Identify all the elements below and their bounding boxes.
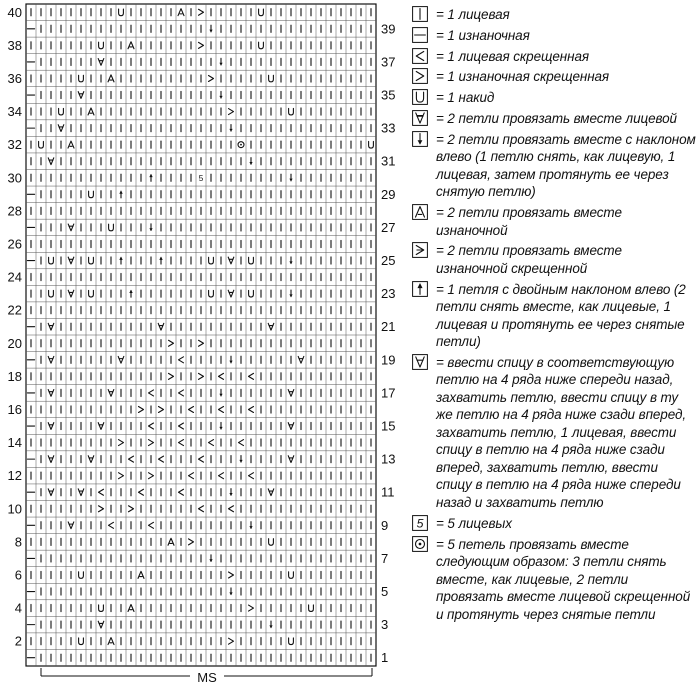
yarn-over-symbol <box>249 257 254 264</box>
k2tog-symbol <box>288 456 294 463</box>
knit-tbl-symbol <box>199 456 204 462</box>
legend-text: = 2 петли провязать вместе изнаночной скрещенной <box>436 243 622 276</box>
yarn-over-symbol <box>49 257 54 264</box>
purl-tbl-symbol <box>249 605 254 611</box>
knit-tbl-symbol <box>249 473 254 479</box>
svg-text:5: 5 <box>198 173 204 183</box>
yarn-over-symbol <box>209 290 214 297</box>
purl-tbl-symbol <box>199 340 204 346</box>
yarn-over-symbol <box>249 290 254 297</box>
knit-tbl-symbol <box>189 406 194 412</box>
k2tog-symbol <box>48 456 54 463</box>
cdd-symbol <box>129 290 132 298</box>
legend-item-yo <box>412 89 696 107</box>
purl-tbl-symbol <box>199 42 204 48</box>
knit-tbl-symbol <box>179 423 184 429</box>
ssk-symbol <box>229 125 232 132</box>
legend-text: = 1 лицевая скрещенная <box>436 48 589 64</box>
yarn-over-symbol <box>309 605 314 612</box>
row-label-left: 12 <box>7 468 22 484</box>
row-label-right: 7 <box>381 550 389 566</box>
dec5-symbol <box>238 142 244 148</box>
ssk-symbol <box>289 257 292 264</box>
legend-item-drop <box>412 354 696 512</box>
legend-item-k5 <box>412 515 696 533</box>
knit-tbl-symbol <box>219 473 224 479</box>
k2tog-symbol <box>78 489 84 496</box>
k2tog-symbol <box>68 290 74 297</box>
ssk-symbol <box>289 174 292 181</box>
p2tog-symbol <box>88 108 94 115</box>
legend-text: = 1 накид <box>436 90 495 106</box>
purl-tbl-symbol <box>99 506 104 512</box>
k5-symbol <box>199 174 204 183</box>
k2tog-symbol <box>288 423 294 430</box>
k2tog-symbol <box>48 390 54 397</box>
k2tog-symbol <box>88 456 94 463</box>
knit-tbl-symbol <box>109 522 114 528</box>
legend-text: = 2 петли провязать вместе лицевой <box>436 110 677 126</box>
k2tog-symbol <box>48 158 54 165</box>
row-label-left: 20 <box>7 335 22 351</box>
legend-text: = 1 изнаночная скрещенная <box>436 69 610 85</box>
row-label-right: 29 <box>381 186 396 202</box>
yarn-over-symbol <box>209 257 214 264</box>
k2tog-symbol <box>98 621 104 628</box>
row-label-left: 4 <box>14 600 22 616</box>
knit-tbl-symbol <box>179 357 184 363</box>
knit-tbl-symbol <box>209 440 214 446</box>
legend-item-k <box>412 6 696 24</box>
k2tog-symbol <box>228 290 234 297</box>
row-label-right: 39 <box>381 21 396 37</box>
yarn-over-symbol <box>289 572 294 579</box>
yo-icon <box>412 89 428 105</box>
yarn-over-symbol <box>259 42 264 49</box>
legend-text: = 2 петли провязать вместе с наклоном влево (1 петлю снять, как лицевую, 1 лицевая, затем протянуть ее через снятую петлю) <box>436 131 696 200</box>
row-label-right: 11 <box>381 484 395 500</box>
purl-tbl-symbol <box>169 340 174 346</box>
row-label-left: 6 <box>14 567 22 583</box>
purl-tbl-symbol <box>199 373 204 379</box>
row-label-right: 35 <box>381 87 396 103</box>
yarn-over-symbol <box>79 638 84 645</box>
k2tog-symbol <box>68 257 74 264</box>
row-label-right: 21 <box>381 319 396 335</box>
row-label-left: 8 <box>14 534 22 550</box>
yarn-over-symbol <box>259 9 264 16</box>
knit-tbl-symbol <box>189 473 194 479</box>
k2tog-symbol <box>48 323 54 330</box>
legend-item-p2togtbl <box>412 242 696 277</box>
ssk-symbol <box>149 224 152 231</box>
legend-item-ssk <box>412 131 696 201</box>
legend-item-cdd <box>412 281 696 351</box>
ssk-symbol <box>229 489 232 496</box>
row-label-right: 23 <box>381 286 396 302</box>
row-label-right: 17 <box>381 385 396 401</box>
k-icon <box>412 6 428 22</box>
k2tog-symbol <box>48 356 54 363</box>
knit-tbl-symbol <box>149 423 154 429</box>
yarn-over-symbol <box>39 141 44 148</box>
row-label-right: 31 <box>381 153 396 169</box>
ssk-symbol <box>219 91 222 98</box>
k2tog-symbol <box>78 92 84 99</box>
ssk-symbol <box>269 621 272 628</box>
p2tog-symbol <box>128 42 134 49</box>
ssk-symbol <box>229 588 232 595</box>
knit-tbl-symbol <box>219 373 224 379</box>
purl-tbl-symbol <box>169 373 174 379</box>
knit-tbl-symbol <box>219 406 224 412</box>
knit-tbl-symbol <box>99 489 104 495</box>
drop-icon <box>412 354 428 370</box>
k2tog-symbol <box>288 390 294 397</box>
knit-tbl-symbol <box>179 489 184 495</box>
row-label-right: 5 <box>381 584 389 600</box>
row-label-left: 28 <box>7 203 22 219</box>
legend-text: = 1 петля с двойным наклоном влево (2 петли снять вместе, как лицевые, 1 лицевая и протянуть ее через снятые петли) <box>436 281 686 350</box>
legend-text: = 2 петли провязать вместе изнаночной <box>436 205 622 238</box>
row-label-right: 13 <box>381 451 396 467</box>
legend-text: = 5 петель провязать вместе следующим образом: 3 петли снять вместе, как лицевые, 2 петли провязать вместе лицевой скрещенной и протянуть через снятые петли <box>436 536 691 622</box>
k2tog-symbol <box>98 59 104 66</box>
ssk-icon <box>412 131 428 147</box>
knit-tbl-symbol <box>229 506 234 512</box>
row-label-left: 10 <box>7 501 22 517</box>
knit-tbl-symbol <box>179 390 184 396</box>
legend-item-k2tog <box>412 110 696 128</box>
row-label-right: 37 <box>381 54 396 70</box>
k2tog-symbol <box>58 125 64 132</box>
yarn-over-symbol <box>269 539 274 546</box>
p2togtbl-icon <box>412 242 428 258</box>
knit-tbl-symbol <box>249 373 254 379</box>
knit-tbl-symbol <box>149 522 154 528</box>
ssk-symbol <box>219 58 222 65</box>
yarn-over-symbol <box>89 191 94 198</box>
p2tog-symbol <box>68 141 74 148</box>
yarn-over-symbol <box>99 605 104 612</box>
row-label-left: 18 <box>7 368 22 384</box>
p2tog-symbol <box>108 75 114 82</box>
purl-tbl-symbol <box>229 638 234 644</box>
k2tog-symbol <box>298 356 304 363</box>
purl-tbl-symbol <box>199 9 204 15</box>
knit-tbl-symbol <box>159 456 164 462</box>
k2tog-symbol <box>68 224 74 231</box>
k2tog-symbol <box>268 489 274 496</box>
purl-tbl-symbol <box>159 406 164 412</box>
yarn-over-symbol <box>59 108 64 115</box>
k2tog-symbol <box>158 323 164 330</box>
knit-tbl-symbol <box>249 406 254 412</box>
k2tog-symbol <box>268 323 274 330</box>
purl-tbl-symbol <box>209 75 214 81</box>
knit-tbl-symbol <box>239 440 244 446</box>
purl-tbl-symbol <box>119 440 124 446</box>
ms-label: MS <box>197 670 217 685</box>
legend-text: = ввести спицу в соответствующую петлю на 4 ряда ниже спереди назад, захватить петлю, ввести спицу в ту же петлю на 4 ряда ниже сзади вперед, захватить петлю, 1 лицевая, ввести спицу в петлю на 4 ряда ниже сзади вперед, захватить петлю, ввести спицу в петлю на 4 ряда ниже спереди назад и захватить петлю <box>436 354 686 510</box>
row-label-left: 24 <box>7 269 22 285</box>
yarn-over-symbol <box>79 572 84 579</box>
chart-grid <box>26 4 376 666</box>
knit-tbl-symbol <box>139 489 144 495</box>
k2tog-symbol <box>68 522 74 529</box>
dec5-icon <box>412 536 428 552</box>
row-label-left: 22 <box>7 302 22 318</box>
yarn-over-symbol <box>89 257 94 264</box>
purl-tbl-symbol <box>129 506 134 512</box>
cdd-symbol <box>119 190 122 198</box>
purl-tbl-symbol <box>149 440 154 446</box>
row-label-left: 34 <box>7 104 22 120</box>
row-label-left: 16 <box>7 401 22 417</box>
p2tog-symbol <box>128 604 134 611</box>
row-label-right: 9 <box>381 517 389 533</box>
yarn-over-symbol <box>289 638 294 645</box>
ssk-symbol <box>249 158 252 165</box>
k2tog-symbol <box>98 423 104 430</box>
row-label-left: 38 <box>7 37 22 53</box>
row-label-right: 27 <box>381 219 396 235</box>
yarn-over-symbol <box>289 108 294 115</box>
purl-tbl-symbol <box>119 473 124 479</box>
ssk-symbol <box>219 422 222 429</box>
p2tog-icon <box>412 204 428 220</box>
legend-text: = 1 лицевая <box>436 7 510 22</box>
yarn-over-symbol <box>269 75 274 82</box>
purl-tbl-symbol <box>149 473 154 479</box>
knit-tbl-symbol <box>179 440 184 446</box>
ssk-symbol <box>209 555 212 562</box>
purl-tbl-symbol <box>229 109 234 115</box>
k2tog-symbol <box>118 356 124 363</box>
yarn-over-symbol <box>49 290 54 297</box>
row-label-right: 25 <box>381 253 396 269</box>
p2tog-symbol <box>168 538 174 545</box>
ptbl-icon <box>412 68 428 84</box>
row-label-left: 40 <box>7 4 22 20</box>
row-label-left: 26 <box>7 236 22 252</box>
ssk-symbol <box>229 356 232 363</box>
row-label-left: 36 <box>7 70 22 86</box>
legend-item-ktbl <box>412 48 696 66</box>
purl-tbl-symbol <box>189 539 194 545</box>
k2tog-symbol <box>108 390 114 397</box>
p2tog-symbol <box>108 638 114 645</box>
purl-tbl-symbol <box>139 406 144 412</box>
legend-text: = 5 лицевых <box>436 515 512 531</box>
p-icon <box>412 27 428 43</box>
knit-tbl-symbol <box>149 390 154 396</box>
row-label-left: 30 <box>7 170 22 186</box>
yarn-over-symbol <box>119 9 124 16</box>
yarn-over-symbol <box>79 75 84 82</box>
row-label-right: 15 <box>381 418 396 434</box>
row-label-right: 3 <box>381 617 389 633</box>
ktbl-icon <box>412 48 428 64</box>
knit-tbl-symbol <box>129 456 134 462</box>
cdd-symbol <box>159 257 162 265</box>
cdd-symbol <box>119 257 122 265</box>
row-label-right: 19 <box>381 352 396 368</box>
k2tog-symbol <box>48 489 54 496</box>
yarn-over-symbol <box>369 141 374 148</box>
row-label-right: 1 <box>381 650 389 666</box>
ssk-symbol <box>239 456 242 463</box>
ssk-symbol <box>209 25 212 32</box>
row-label-right: 33 <box>381 120 396 136</box>
p2tog-symbol <box>138 571 144 578</box>
k2tog-icon <box>412 110 428 126</box>
yarn-over-symbol <box>99 42 104 49</box>
row-label-left: 32 <box>7 137 22 153</box>
k2tog-symbol <box>48 423 54 430</box>
k5-icon <box>412 515 428 531</box>
purl-tbl-symbol <box>229 572 234 578</box>
svg-text:5: 5 <box>416 516 424 531</box>
p2tog-symbol <box>178 9 184 16</box>
knit-tbl-symbol <box>199 506 204 512</box>
cdd-icon <box>412 281 428 297</box>
legend-item-p <box>412 27 696 45</box>
ssk-symbol <box>249 522 252 529</box>
legend-item-dec5 <box>412 536 696 624</box>
cdd-symbol <box>149 174 152 182</box>
row-label-left: 14 <box>7 435 22 451</box>
row-label-left: 2 <box>14 633 22 649</box>
legend-item-ptbl <box>412 68 696 86</box>
ms-bracket <box>41 668 372 685</box>
legend-text: = 1 изнаночная <box>436 27 530 43</box>
yarn-over-symbol <box>109 224 114 231</box>
yarn-over-symbol <box>89 290 94 297</box>
ssk-symbol <box>289 290 292 297</box>
legend <box>412 6 696 626</box>
ssk-symbol <box>219 389 222 396</box>
legend-item-p2tog <box>412 204 696 239</box>
k2tog-symbol <box>228 257 234 264</box>
